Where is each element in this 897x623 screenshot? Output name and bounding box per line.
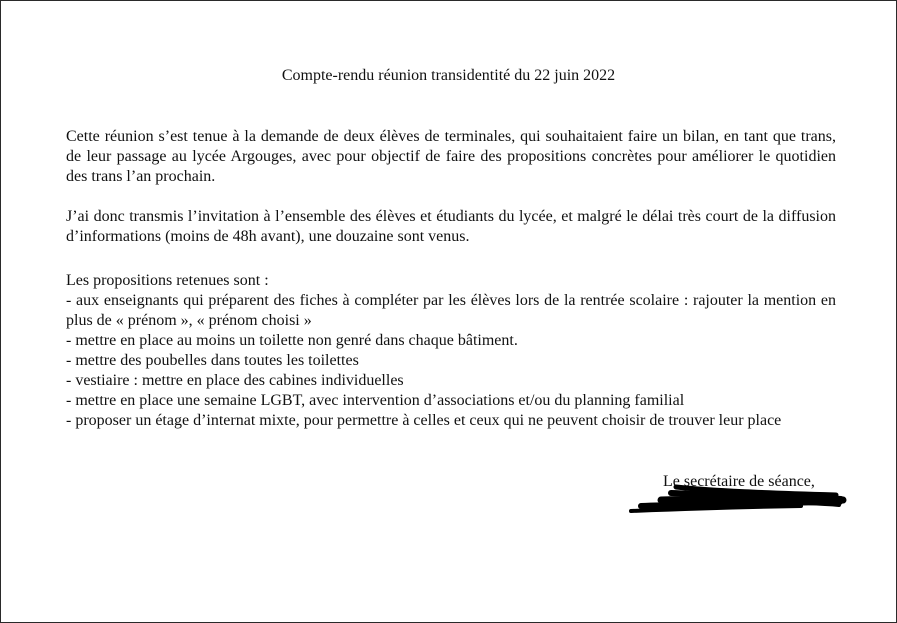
proposal-item: - mettre en place au moins un toilette non genré dans chaque bâtiment. <box>66 332 518 349</box>
paragraph-intro: Cette réunion s’est tenue à la demande de deux élèves de terminales, qui souhaitaient faire un bilan, en tant que trans, de leur passage au lycée Argouges, avec pour objectif de faire des propositions concrètes pour améliorer le quotidien des trans l’an prochain. <box>66 128 836 185</box>
paragraph-invitation: J’ai donc transmis l’invitation à l’ensemble des élèves et étudiants du lycée, et malgré le délai très court de la diffusion d’informations (moins de 48h avant), une douzaine sont venus. <box>66 208 836 245</box>
redaction-scribble <box>621 473 856 523</box>
proposal-item: - mettre en place une semaine LGBT, avec intervention d’associations et/ou du planning familial <box>66 392 685 409</box>
document-title: Compte-rendu réunion transidentité du 22 juin 2022 <box>281 67 616 84</box>
proposal-item: - vestiaire : mettre en place des cabines individuelles <box>66 372 404 389</box>
signature-label: Le secrétaire de séance, <box>663 473 815 490</box>
proposals-section <box>66 271 836 431</box>
signature-name-partial: CPE <box>778 496 804 511</box>
proposal-item: - proposer un étage d’internat mixte, pour permettre à celles et ceux qui ne peuvent choisir de trouver leur place <box>66 412 782 429</box>
proposal-item: - aux enseignants qui préparent des fiches à compléter par les élèves lors de la rentrée scolaire : rajouter la mention en plus de « prénom », « prénom choisi » <box>66 292 836 329</box>
proposal-item: - mettre des poubelles dans toutes les toilettes <box>66 352 359 369</box>
proposals-intro: Les propositions retenues sont : <box>66 272 269 289</box>
